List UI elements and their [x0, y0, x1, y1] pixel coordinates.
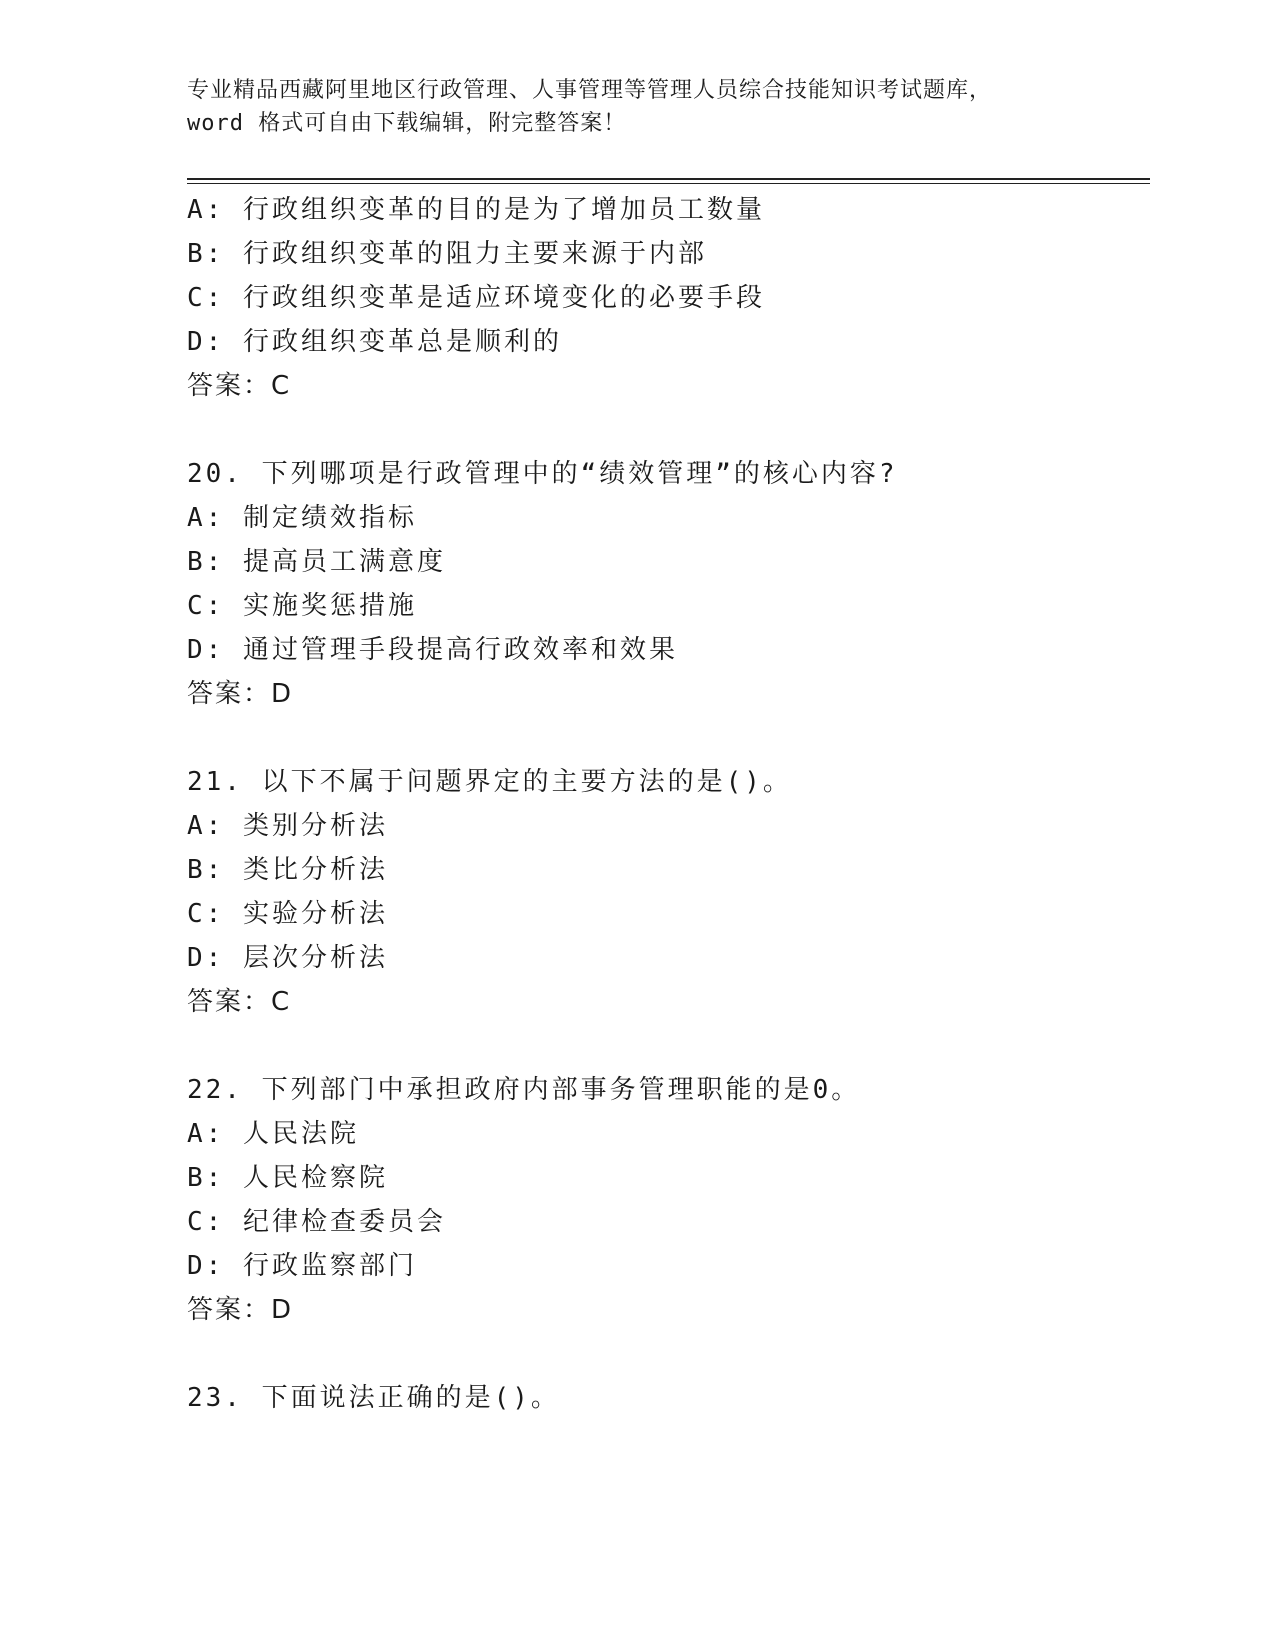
- option-b: B: 提高员工满意度: [187, 547, 446, 577]
- option-d: D: 层次分析法: [187, 943, 388, 973]
- option-b: B: 行政组织变革的阻力主要来源于内部: [187, 239, 707, 269]
- question-22: 22. 下列部门中承担政府内部事务管理职能的是0。: [187, 1075, 861, 1105]
- answer: 答案：D: [187, 1295, 294, 1325]
- option-b: B: 人民检察院: [187, 1163, 388, 1193]
- document-header: [187, 74, 1147, 140]
- question-20: 20. 下列哪项是行政管理中的“绩效管理”的核心内容?: [187, 459, 898, 489]
- option-c: C: 纪律检查委员会: [187, 1207, 446, 1237]
- option-c: C: 行政组织变革是适应环境变化的必要手段: [187, 283, 765, 313]
- option-d: D: 通过管理手段提高行政效率和效果: [187, 635, 678, 665]
- option-a: A: 制定绩效指标: [187, 503, 417, 533]
- header-divider: [187, 178, 1150, 184]
- header-line-1: 专业精品西藏阿里地区行政管理、人事管理等管理人员综合技能知识考试题库，: [187, 78, 993, 103]
- header-line-2: word 格式可自由下载编辑，附完整答案！: [187, 111, 627, 136]
- option-a: A: 行政组织变革的目的是为了增加员工数量: [187, 195, 765, 225]
- option-c: C: 实施奖惩措施: [187, 591, 417, 621]
- option-c: C: 实验分析法: [187, 899, 388, 929]
- option-d: D: 行政组织变革总是顺利的: [187, 327, 562, 357]
- option-d: D: 行政监察部门: [187, 1251, 417, 1281]
- question-23: 23. 下面说法正确的是()。: [187, 1383, 560, 1413]
- answer: 答案：C: [187, 987, 292, 1017]
- option-a: A: 类别分析法: [187, 811, 388, 841]
- option-a: A: 人民法院: [187, 1119, 359, 1149]
- option-b: B: 类比分析法: [187, 855, 388, 885]
- question-21: 21. 以下不属于问题界定的主要方法的是()。: [187, 767, 792, 797]
- answer: 答案：D: [187, 679, 294, 709]
- answer: 答案：C: [187, 371, 292, 401]
